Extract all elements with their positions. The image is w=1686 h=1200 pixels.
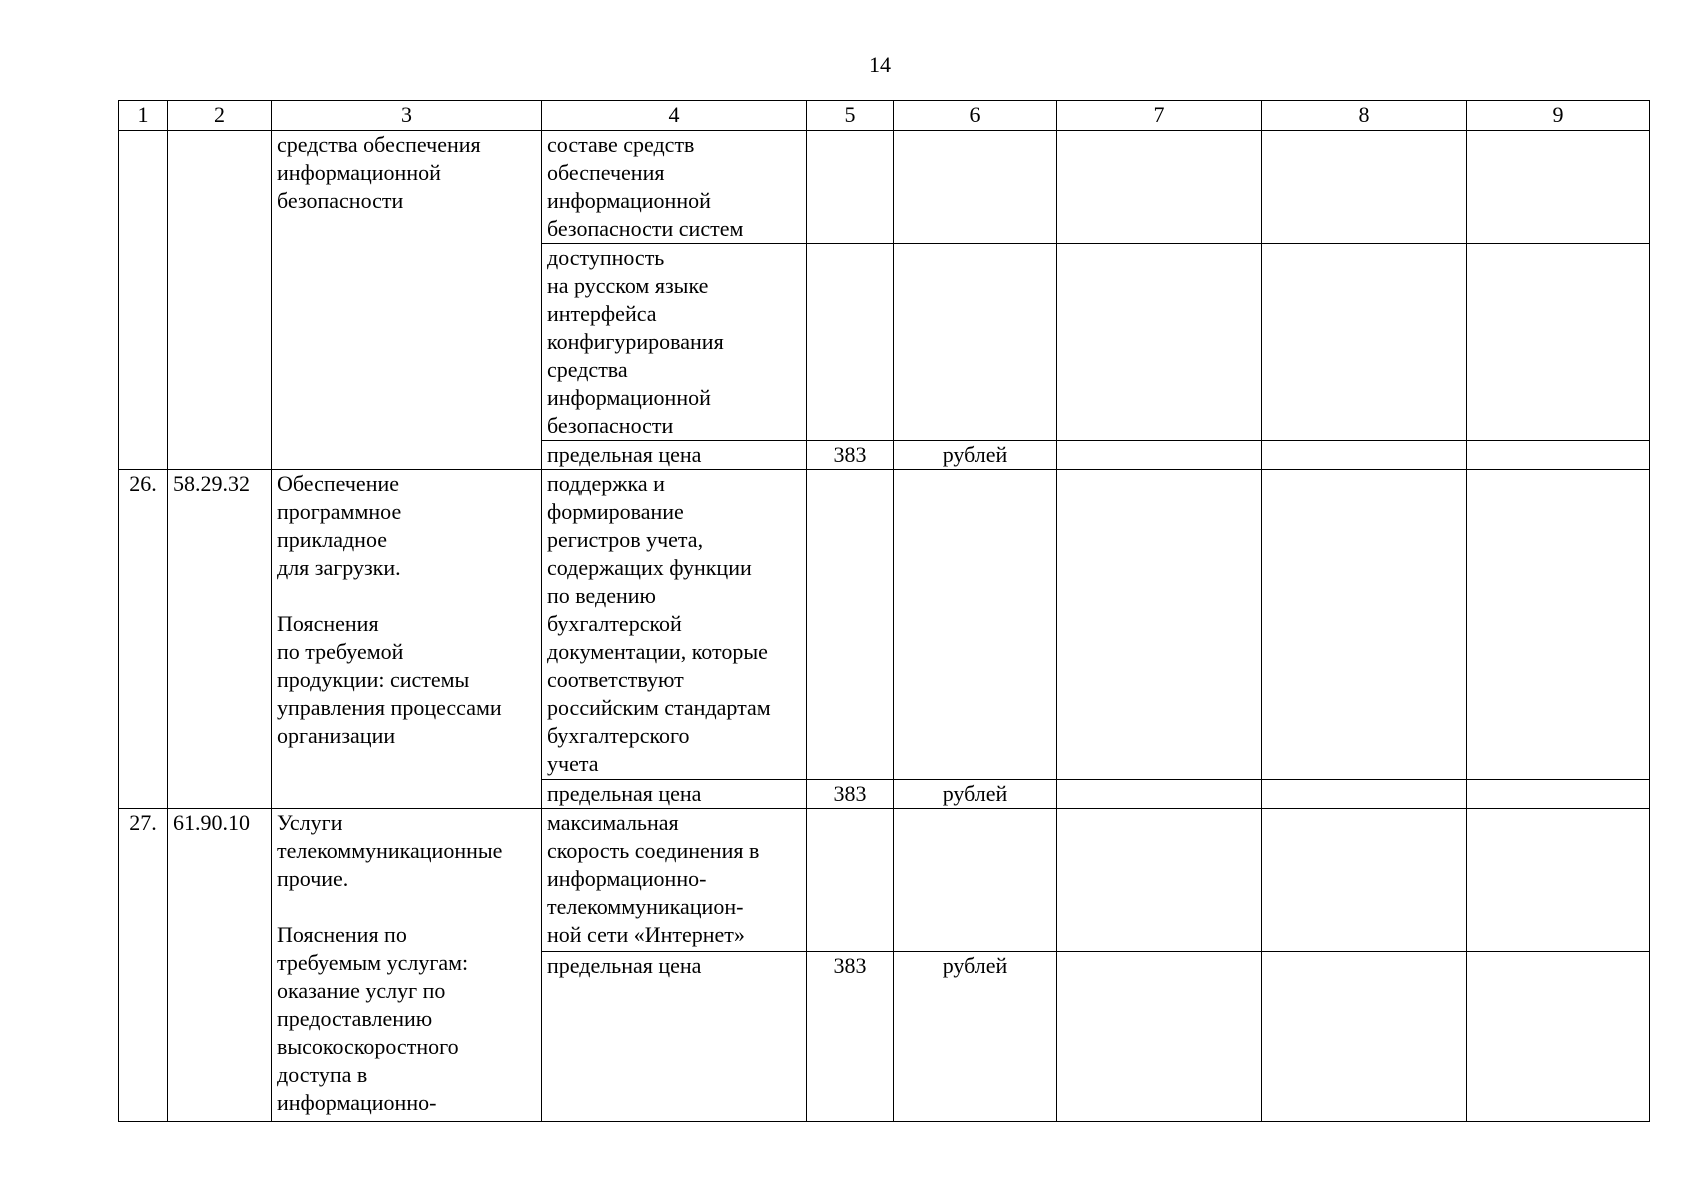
empty-cell — [1057, 809, 1262, 952]
header-cell-5: 5 — [807, 101, 894, 131]
empty-cell — [1467, 244, 1650, 441]
empty-cell — [1057, 441, 1262, 470]
continuation-code-cell — [168, 131, 272, 470]
item-code-cell: 61.90.10 — [168, 809, 272, 1122]
empty-cell — [1467, 441, 1650, 470]
header-cell-1: 1 — [119, 101, 168, 131]
unit-cell — [894, 131, 1057, 244]
characteristic-cell: предельная цена — [542, 780, 807, 809]
page-number: 14 — [869, 52, 891, 77]
item-name-cell: Услуги телекоммуникационные прочие. Пояснения по требуемым услугам: оказание услуг по предоставлению высокоскоростного доступа в информационно- — [272, 809, 542, 1122]
empty-cell — [1262, 470, 1467, 780]
continuation-name-cell: средства обеспечения информационной безопасности — [272, 131, 542, 470]
empty-cell — [1057, 470, 1262, 780]
value-cell — [807, 244, 894, 441]
unit-cell: рублей — [894, 780, 1057, 809]
header-cell-7: 7 — [1057, 101, 1262, 131]
characteristic-cell: предельная цена — [542, 952, 807, 1122]
empty-cell — [1262, 809, 1467, 952]
value-cell: 383 — [807, 952, 894, 1122]
empty-cell — [1057, 244, 1262, 441]
unit-cell — [894, 809, 1057, 952]
unit-cell: рублей — [894, 441, 1057, 470]
requirements-table — [118, 100, 1650, 1122]
empty-cell — [1262, 244, 1467, 441]
unit-cell — [894, 244, 1057, 441]
column-number-row — [119, 101, 1650, 131]
empty-cell — [1057, 952, 1262, 1122]
empty-cell — [1262, 780, 1467, 809]
empty-cell — [1467, 809, 1650, 952]
table-row — [119, 809, 1650, 952]
table-row — [119, 470, 1650, 780]
table-row — [119, 131, 1650, 244]
characteristic-cell: доступность на русском языке интерфейса конфигурирования средства информационной безопасности — [542, 244, 807, 441]
characteristic-cell: максимальная скорость соединения в информационно- телекоммуникацион- ной сети «Интернет» — [542, 809, 807, 952]
empty-cell — [1262, 441, 1467, 470]
item-number-cell: 26. — [119, 470, 168, 809]
header-cell-3: 3 — [272, 101, 542, 131]
continuation-num-cell — [119, 131, 168, 470]
value-cell — [807, 809, 894, 952]
header-cell-6: 6 — [894, 101, 1057, 131]
empty-cell — [1467, 131, 1650, 244]
empty-cell — [1057, 780, 1262, 809]
unit-cell: рублей — [894, 952, 1057, 1122]
characteristic-cell: составе средств обеспечения информационной безопасности систем — [542, 131, 807, 244]
characteristic-cell: предельная цена — [542, 441, 807, 470]
header-cell-8: 8 — [1262, 101, 1467, 131]
empty-cell — [1467, 952, 1650, 1122]
header-cell-2: 2 — [168, 101, 272, 131]
empty-cell — [1057, 131, 1262, 244]
value-cell — [807, 470, 894, 780]
empty-cell — [1467, 780, 1650, 809]
header-cell-9: 9 — [1467, 101, 1650, 131]
value-cell: 383 — [807, 780, 894, 809]
empty-cell — [1262, 952, 1467, 1122]
value-cell: 383 — [807, 441, 894, 470]
item-number-cell: 27. — [119, 809, 168, 1122]
item-name-cell: Обеспечение программное прикладное для загрузки. Пояснения по требуемой продукции: системы управления процессами организации — [272, 470, 542, 809]
unit-cell — [894, 470, 1057, 780]
empty-cell — [1262, 131, 1467, 244]
item-code-cell: 58.29.32 — [168, 470, 272, 809]
empty-cell — [1467, 470, 1650, 780]
characteristic-cell: поддержка и формирование регистров учета, содержащих функции по ведению бухгалтерской документации, которые соответствуют российским стандартам бухгалтерского учета — [542, 470, 807, 780]
header-cell-4: 4 — [542, 101, 807, 131]
value-cell — [807, 131, 894, 244]
